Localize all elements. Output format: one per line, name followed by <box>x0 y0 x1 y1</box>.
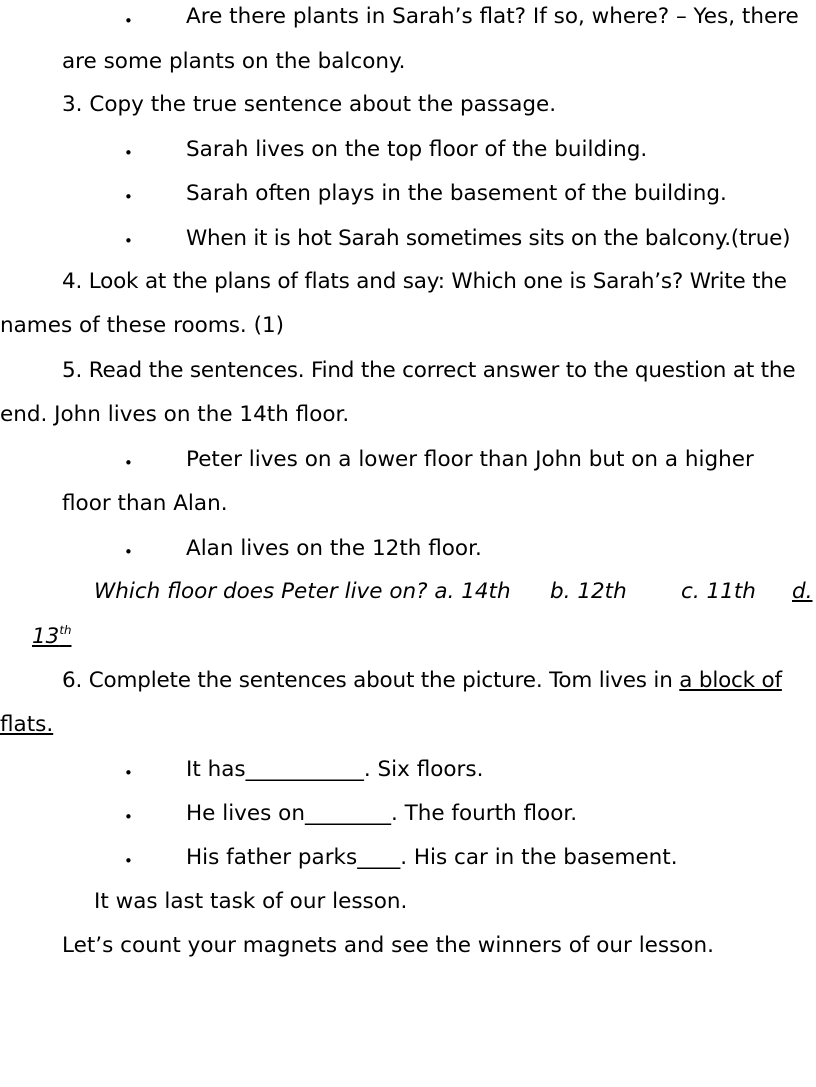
q5-option-d-value: 13 <box>32 624 60 649</box>
q5-line1: 5. Read the sentences. Find the correct answer to the question at the <box>62 358 796 383</box>
bullet-marker: • <box>124 764 133 782</box>
q5-option-b: b. 12th <box>550 579 627 604</box>
q6-item-1: It has___________. Six floors. <box>186 757 484 782</box>
q6-item-2: He lives on________. The fourth floor. <box>186 801 578 826</box>
q3-item-1: Sarah lives on the top floor of the building. <box>186 137 648 162</box>
bullet-marker: • <box>124 188 133 206</box>
closing-line1: It was last task of our lesson. <box>94 889 408 914</box>
bullet-marker: • <box>124 543 133 561</box>
q4-line1: 4. Look at the plans of flats and say: Which one is Sarah’s? Write the <box>62 269 787 294</box>
bullet-marker: • <box>124 12 133 30</box>
q2-bullet-line1: Are there plants in Sarah’s flat? If so, where? – Yes, there <box>186 4 799 29</box>
q3-heading: 3. Copy the true sentence about the passage. <box>62 92 557 117</box>
bullet-marker: • <box>124 852 133 870</box>
q5-item2: Alan lives on the 12th floor. <box>186 536 482 561</box>
q5-option-c: c. 11th <box>681 579 756 604</box>
closing-line2: Let’s count your magnets and see the winners of our lesson. <box>62 933 714 958</box>
q5-option-d-answer <box>32 623 72 649</box>
bullet-marker: • <box>124 232 133 250</box>
q6-line1-text: 6. Complete the sentences about the picture. Tom lives in <box>62 668 680 693</box>
q5-option-d-label: d. <box>792 579 813 604</box>
q4-line2: names of these rooms. (1) <box>0 313 285 338</box>
q3-item-3: When it is hot Sarah sometimes sits on the balcony.(true) <box>186 226 791 251</box>
q5-question: Which floor does Peter live on? a. 14th <box>94 579 511 604</box>
q6-line1 <box>62 670 782 692</box>
q5-option-d-suffix: th <box>59 623 72 638</box>
q3-item-2: Sarah often plays in the basement of the building. <box>186 181 727 206</box>
bullet-marker: • <box>124 144 133 162</box>
q6-line1-answer: a block of <box>679 668 782 693</box>
q5-item1-line1: Peter lives on a lower floor than John but on a higher <box>186 447 754 472</box>
q5-line2: end. John lives on the 14th floor. <box>0 402 350 427</box>
bullet-marker: • <box>124 454 133 472</box>
q6-line2-answer: flats. <box>0 712 54 737</box>
q5-item1-line2: floor than Alan. <box>62 491 228 516</box>
q6-item-3: His father parks____. His car in the basement. <box>186 845 678 870</box>
q2-bullet-line2: are some plants on the balcony. <box>62 49 406 74</box>
bullet-marker: • <box>124 808 133 826</box>
